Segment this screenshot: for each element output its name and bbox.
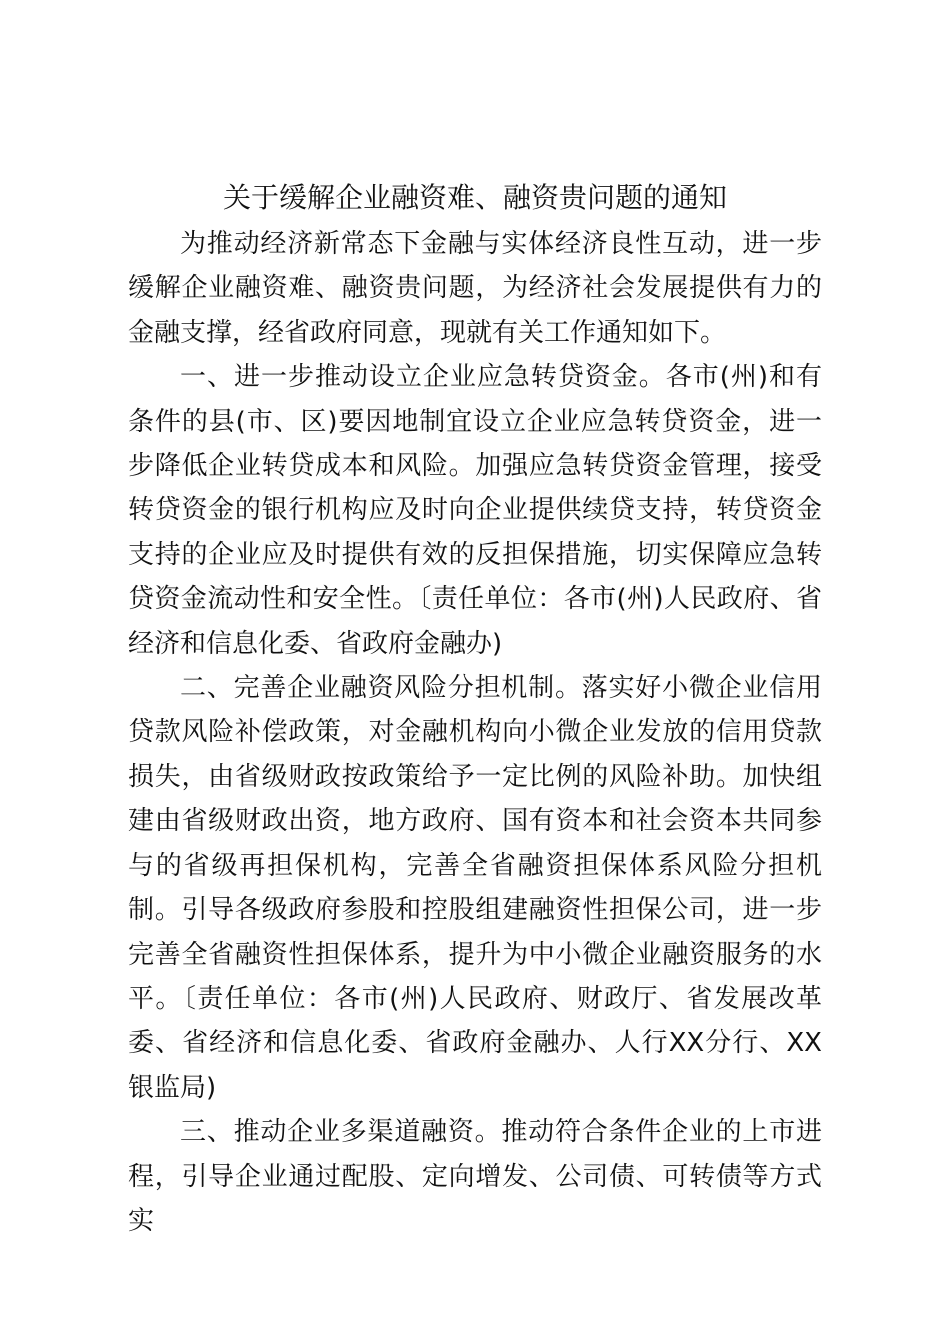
paragraph-section-1: 一、进一步推动设立企业应急转贷资金。各市(州)和有条件的县(市、区)要因地制宜设立企业应急转贷资金，进一步降低企业转贷成本和风险。加强应急转贷资金管理，接受转贷资金的银行机构应及时向企业提供续贷支持，转贷资金支持的企业应及时提供有效的反担保措施，切实保障应急转贷资金流动性和安全性。〔责任单位：各市(州)人民政府、省经济和信息化委、省政府金融办)	[128, 362, 822, 659]
paragraph-intro: 为推动经济新常态下金融与实体经济良性互动，进一步缓解企业融资难、融资贵问题，为经济社会发展提供有力的金融支撑，经省政府同意，现就有关工作通知如下。	[128, 229, 822, 348]
document-body	[128, 222, 822, 1243]
paragraph-section-2: 二、完善企业融资风险分担机制。落实好小微企业信用贷款风险补偿政策，对金融机构向小微企业发放的信用贷款损失，由省级财政按政策给予一定比例的风险补助。加快组建由省级财政出资，地方政府、国有资本和社会资本共同参与的省级再担保机构，完善全省融资担保体系风险分担机制。引导各级政府参股和控股组建融资性担保公司，进一步完善全省融资性担保体系，提升为中小微企业融资服务的水平。〔责任单位：各市(州)人民政府、财政厅、省发展改革委、省经济和信息化委、省政府金融办、人行XX分行、XX银监局)	[128, 673, 822, 1103]
paragraph-section-3: 三、推动企业多渠道融资。推动符合条件企业的上市进程，引导企业通过配股、定向增发、公司债、可转债等方式实	[128, 1117, 822, 1236]
document-title: 关于缓解企业融资难、融资贵问题的通知	[222, 181, 727, 214]
